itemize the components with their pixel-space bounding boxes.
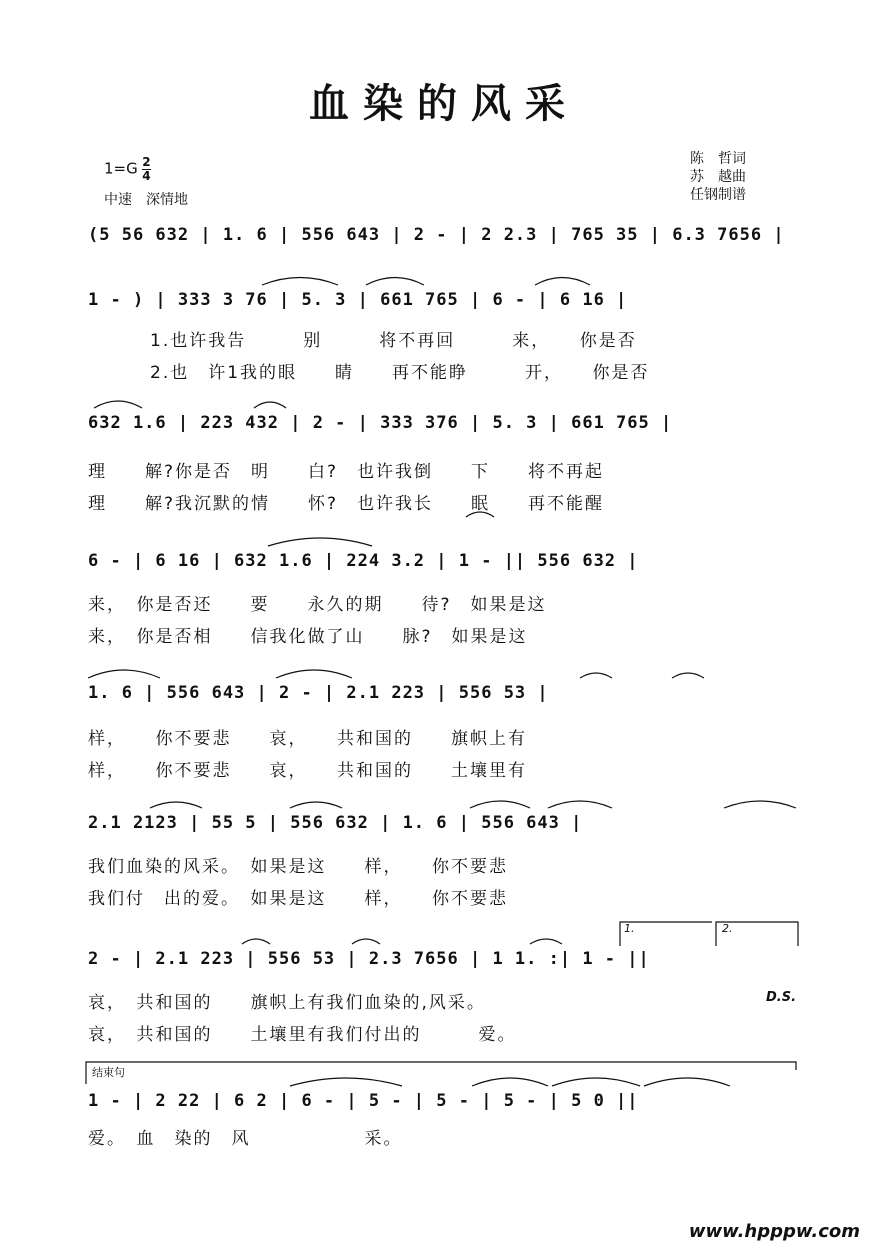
notation-line: 2 - | 2.1 223 | 556 53 | 2.3 7656 | 1 1. :| 1 - || (88, 949, 650, 969)
slur (254, 402, 286, 408)
dal-segno-marking: D.S. (766, 990, 797, 1005)
notation-line: (5 56 632 | 1. 6 | 556 643 | 2 - | 2 2.3 | 765 35 | 6.3 7656 | (88, 225, 785, 245)
notation-line: 1 - ) | 333 3 76 | 5. 3 | 661 765 | 6 - | 6 16 | (88, 290, 628, 310)
slur (366, 278, 424, 286)
slur (724, 801, 796, 808)
notation-line: 6 - | 6 16 | 632 1.6 | 224 3.2 | 1 - || 556 632 | (88, 551, 639, 571)
volta-2-label: 2. (722, 922, 733, 935)
lyric-ending: 爱。 血 染的 风 采。 (88, 1129, 403, 1149)
volta-1-label: 1. (624, 922, 635, 935)
slur (290, 802, 342, 808)
ending-label: 结束句 (92, 1066, 125, 1079)
slur (94, 401, 142, 408)
notation-line: 1. 6 | 556 643 | 2 - | 2.1 223 | 556 53 | (88, 683, 549, 703)
slur (352, 939, 380, 944)
footer-watermark: www.hpppw.com (688, 1221, 860, 1242)
notation-line: 2.1 2123 | 55 5 | 556 632 | 1. 6 | 556 643 | (88, 813, 583, 833)
lyric-verse-1: 我们血染的风采。 如果是这 样， 你不要悲 (88, 857, 508, 877)
slur (150, 802, 202, 808)
volta-1-bracket (620, 922, 712, 946)
lyric-verse-2: 样， 你不要悲 哀， 共和国的 土壤里有 (88, 761, 527, 781)
slur (268, 538, 372, 546)
composer: 苏 越曲 (690, 169, 746, 185)
lyric-verse-1: 哀， 共和国的 旗帜上有我们血染的,风采。 (88, 993, 486, 1013)
volta-2-bracket (716, 922, 798, 946)
slur (470, 801, 530, 808)
slur (290, 1078, 402, 1086)
slur (530, 939, 562, 944)
lyric-verse-2: 2.也 许1我的眼 睛 再不能睁 开， 你是否 (150, 363, 650, 383)
ending-bracket (86, 1062, 796, 1084)
key-signature: 1=G (104, 159, 138, 178)
slur (535, 278, 590, 286)
slur (466, 512, 494, 517)
slur (242, 939, 270, 944)
notation-line: 632 1.6 | 223 432 | 2 - | 333 376 | 5. 3 | 661 765 | (88, 413, 673, 433)
arranger: 任钢制谱 (690, 187, 746, 203)
slur (552, 1078, 640, 1086)
time-numerator: 2 (142, 155, 151, 169)
song-title: 血染的风采 (309, 80, 579, 127)
lyric-verse-2: 理 解?我沉默的情 怀? 也许我长 眠 再不能醒 (88, 494, 605, 514)
lyric-verse-1: 理 解?你是否 明 白? 也许我倒 下 将不再起 (88, 462, 605, 482)
lyric-verse-2: 我们付 出的爱。 如果是这 样， 你不要悲 (88, 889, 508, 909)
tempo-marking: 中速 深情地 (104, 192, 188, 208)
lyric-verse-1: 来， 你是否还 要 永久的期 待? 如果是这 (88, 595, 547, 615)
slur (672, 673, 704, 678)
lyricist: 陈 哲词 (690, 151, 746, 167)
lyric-verse-1: 1.也许我告 别 将不再回 来， 你是否 (150, 331, 637, 351)
slur (472, 1078, 548, 1086)
slur (580, 673, 612, 678)
lyric-verse-2: 来， 你是否相 信我化做了山 脉? 如果是这 (88, 627, 528, 647)
slur (276, 670, 352, 678)
lyric-verse-2: 哀， 共和国的 土壤里有我们付出的 爱。 (88, 1025, 517, 1045)
slur (262, 278, 338, 286)
lyric-verse-1: 样， 你不要悲 哀， 共和国的 旗帜上有 (88, 729, 527, 749)
time-denominator: 4 (142, 169, 151, 183)
notation-line: 1 - | 2 22 | 6 2 | 6 - | 5 - | 5 - | 5 - | 5 0 || (88, 1091, 639, 1111)
slur (548, 801, 612, 808)
slur (644, 1078, 730, 1086)
slur (88, 670, 160, 678)
